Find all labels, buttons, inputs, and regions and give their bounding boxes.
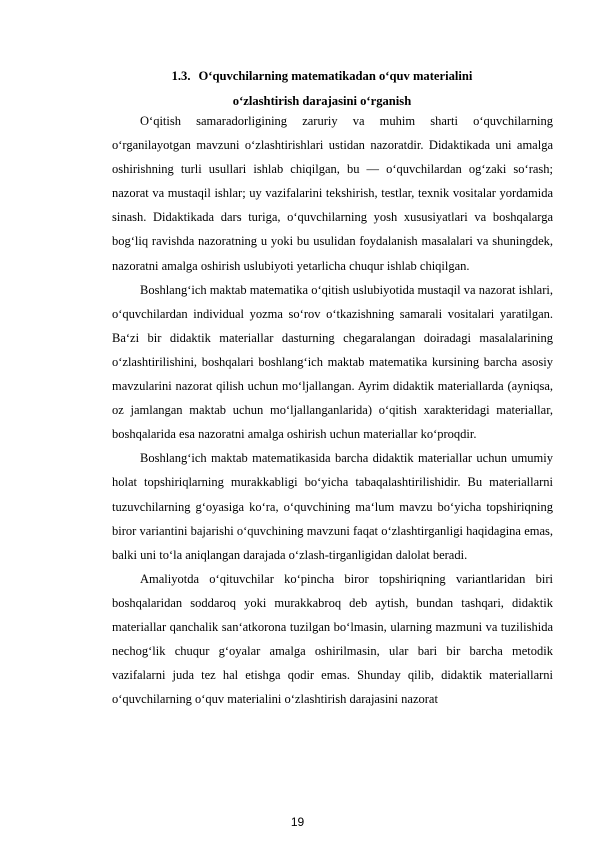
section-title-line1: O‘quvchilarning matematikadan o‘quv materialini	[198, 69, 473, 83]
section-heading-line1	[112, 67, 532, 86]
paragraph-4: Amaliyotda o‘qituvchilar ko‘pincha biror topshiriqning variantlaridan biri boshqalaridan soddaroq yoki murakkabroq deb aytish, bundan tashqari, didaktik materiallar qanchalik san‘atkorona tuzilgan bo‘lmasin, ularning mazmuni va tuzilishida nechog‘lik chuqur g‘oyalar amalga oshirilmasin, ular bari bir barcha metodik vazifalarni juda tez hal etishga qodir emas. Shunday qilib, didaktik materiallarni o‘quvchilarning o‘quv materialini o‘zlashtirish darajasini nazorat	[112, 571, 553, 707]
paragraph-2: Boshlang‘ich maktab matematika o‘qitish uslubiyotida mustaqil va nazorat ishlari, o‘quvchilardan individual yozma so‘rov o‘tkazishning samarali vositalari yaratilgan. Ba‘zi bir didaktik materiallar dasturning chegaralangan doiradagi masalalarining o‘zlashtirilishini, boshqalari boshlang‘ich maktab matematika kursining barcha asosiy mavzularini nazorat qilish uchun mo‘ljallangan. Ayrim didaktik materiallarda (ayniqsa, oz jamlangan maktab uchun mo‘ljallanganlarida) o‘qitish xarakteridagi materiallar, boshqalarida esa nazoratni amalga oshirish uchun materiallar ko‘proqdir.	[112, 282, 553, 442]
section-title-line2: o‘zlashtirish darajasini o‘rganish	[232, 94, 412, 108]
page-number: 19	[290, 815, 305, 829]
body-text	[112, 109, 553, 711]
paragraph-1: O‘qitish samaradorligining zaruriy va muhim sharti o‘quvchilarning o‘rganilayotgan mavzuni o‘zlashtirishlari ustidan nazoratdir. Didaktikada uni amalga oshirishning turli usullari ishlab chiqilgan, bu — o‘quvchilardan og‘zaki so‘rash; nazorat va mustaqil ishlar; uy vazifalarini tekshirish, testlar, texnik vositalar yordamida sinash. Didaktikada dars turiga, o‘quvchilarning yosh xususiyatlari va boshqalarga bog‘liq ravishda nazoratning u yoki bu usulidan foydalanish masalalari va shuningdek, nazoratni amalga oshirish uslubiyoti yetarlicha chuqur ishlab chiqilgan.	[112, 114, 553, 273]
section-number: 1.3.	[171, 69, 191, 83]
paragraph-3: Boshlang‘ich maktab matematikasida barcha didaktik materiallar uchun umumiy holat topshiriqlarning murakkabligi bo‘yicha tabaqalashtirilishidir. Bu materiallarni tuzuvchilarning g‘oyasiga ko‘ra, o‘quvchining ma‘lum mavzu bo‘yicha topshiriqning biror variantini bajarishi o‘quvchining mavzuni faqat o‘zlashtirganligi haqidagina emas, balki uni to‘la aniqlangan darajada o‘zlash-tirganligidan dalolat beradi.	[112, 451, 553, 562]
